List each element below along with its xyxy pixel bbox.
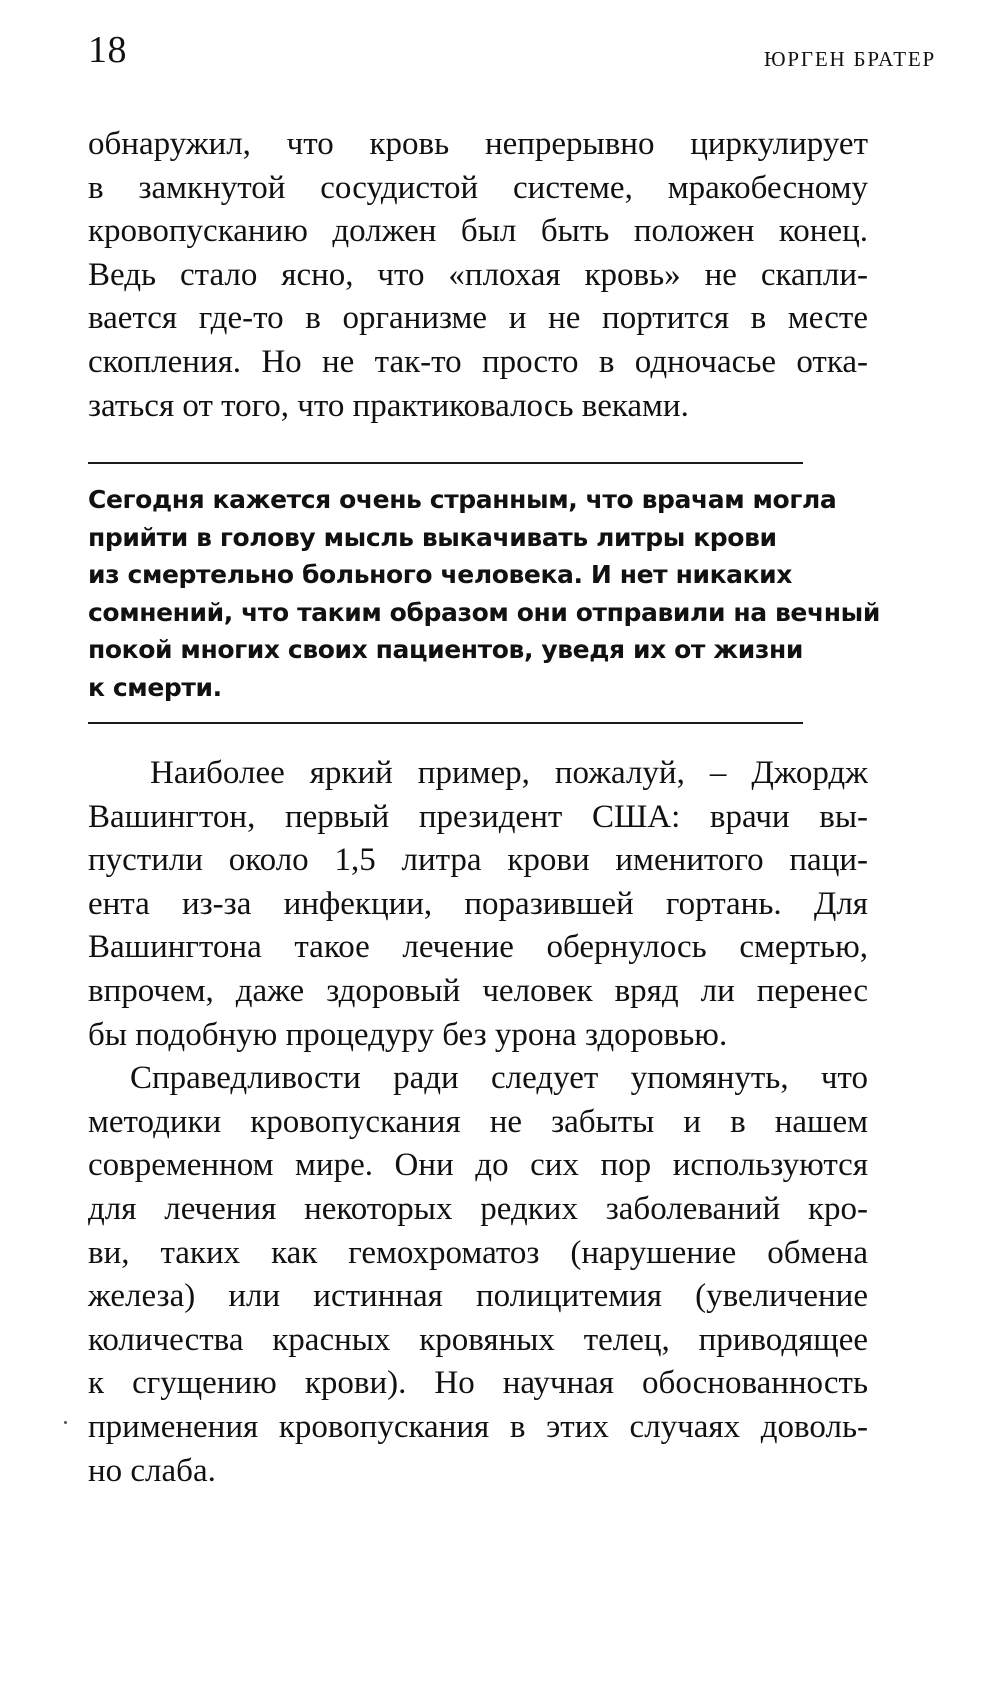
text-line: для лечения некоторых редких заболеваний кро- <box>88 1191 868 1227</box>
text-line: обнаружил, что кровь непрерывно циркулирует <box>88 126 868 162</box>
text-line: Вашингтон, первый президент США: врачи вы- <box>88 798 868 835</box>
text-line: но слаба. <box>88 1452 216 1489</box>
callout-line: покой многих своих пациентов, уведя их от жизни <box>88 635 804 664</box>
text-line: скопления. Но не так-то просто в одночасье отка- <box>88 344 868 380</box>
text-line: ви, таких как гемохроматоз (нарушение обмена <box>88 1234 868 1271</box>
text-line: пустили около 1,5 литра крови именитого паци- <box>88 842 868 879</box>
callout-top-rule <box>88 462 803 464</box>
callout-line: Сегодня кажется очень странным, что врачам могла <box>88 485 837 514</box>
text-line: бы подобную процедуру без урона здоровью. <box>88 1016 728 1053</box>
callout-line: к смерти. <box>88 672 222 702</box>
text-line: применения кровопускания в этих случаях доволь- <box>88 1409 868 1445</box>
text-line: современном мире. Они до сих пор используются <box>88 1147 868 1184</box>
callout-bottom-rule <box>88 722 803 724</box>
text-line: Вашингтона такое лечение обернулось смертью, <box>88 929 868 966</box>
text-line: в замкнутой сосудистой системе, мракобесному <box>88 169 868 206</box>
text-line: кровопусканию должен был быть положен конец. <box>88 213 868 250</box>
text-line: вается где-то в организме и не портится в месте <box>88 300 868 337</box>
text-line: Наиболее яркий пример, пожалуй, – Джордж <box>150 755 868 791</box>
text-line: железа) или истинная полицитемия (увеличение <box>88 1278 868 1315</box>
callout-line: сомнений, что таким образом они отправили на вечный <box>88 597 880 627</box>
text-line: методики кровопускания не забыты и в нашем <box>88 1103 868 1140</box>
running-head: ЮРГЕН БРАТЕР <box>764 47 936 71</box>
scan-speck <box>64 1421 67 1424</box>
text-line: Ведь стало ясно, что «плохая кровь» не скапли- <box>88 256 868 293</box>
text-line: к сгущению крови). Но научная обоснованность <box>88 1365 868 1402</box>
text-line: количества красных кровяных телец, приводящее <box>88 1321 868 1358</box>
text-line: впрочем, даже здоровый человек вряд ли перенес <box>88 973 868 1009</box>
page-number: 18 <box>88 29 127 71</box>
text-line: Справедливости ради следует упомянуть, что <box>130 1060 868 1097</box>
text-line: ента из-за инфекции, поразившей гортань. Для <box>88 885 868 922</box>
text-line: заться от того, что практиковалось веками. <box>88 387 689 424</box>
callout-line: прийти в голову мысль выкачивать литры крови <box>88 522 777 552</box>
callout-line: из смертельно больного человека. И нет никаких <box>88 560 793 589</box>
